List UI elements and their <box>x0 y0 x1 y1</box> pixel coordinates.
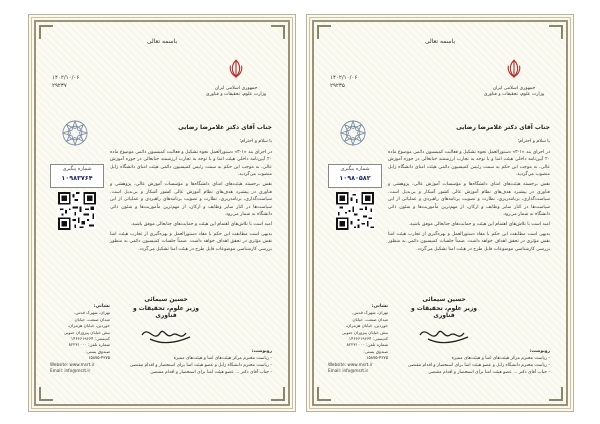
address-heading: نشانی: <box>93 304 110 309</box>
carbon-copy-list <box>116 348 272 376</box>
decorative-frame <box>34 20 290 406</box>
cc-item: - ریاست محترم مرکز هیئت‌های امنا و هیئت‌های ممیزه <box>451 356 550 361</box>
basmala-heading: باسمه تعالی <box>424 38 456 45</box>
address-line: خوردین، خیابان هرمزان، <box>67 323 110 329</box>
signature-scribble <box>414 321 474 347</box>
cc-title: رونوشت: <box>529 349 550 354</box>
address-line: خوردین، خیابان هرمزان، <box>345 323 388 329</box>
tracking-number: ۱۰۹۸۰۵۸۲ <box>339 174 371 182</box>
salutation: با سلام و احترام؛ <box>239 139 272 144</box>
tracking-label: شماره پیگیری <box>62 166 92 172</box>
address-line: کدپستی: ۱۴۶۶۶۱۹۶۶۴ <box>70 336 110 342</box>
cc-item: - ریاست محترم دانشگاه زابل و عضو هیئت امنا برای استحضار و اقدام مقتضی <box>407 363 550 368</box>
body-paragraph: امید است با تلاش‌های اهتمام این هیئت و حمایت‌های جنابعالی موفق باشید. <box>130 221 272 227</box>
address-line: ۱۵۸۷۵-۴۳۷۵ <box>366 355 388 361</box>
letter-body <box>388 138 550 255</box>
signer-title: وزیر علوم، تحقیقات و فناوری <box>410 305 478 319</box>
letter-body <box>110 138 272 255</box>
ministry-name-line: وزارت علوم، تحقیقات و فناوری <box>205 92 267 97</box>
signature-block <box>404 296 484 351</box>
address-block <box>50 304 110 374</box>
reference-block <box>330 74 384 90</box>
body-paragraph: در اجرای بند «۱-۳» دستورالعمل نحوه تشکیل و فعالیت کمیسیون دائمی موضوع ماده ۲۰ آیین‌نامه داخلی هیئت امنا و با توجه به تجارب ارزشمند جنابعالی در حوزه آموزش عالی، به موجب این حکم به سمت رئیس کمیسیون دائمی هیئت امنای دانشگاه زابل منصوب می‌گردید. <box>110 149 272 178</box>
cc-item: - ریاست محترم مرکز هیئت‌های امنا و هیئت‌های ممیزه <box>173 356 272 361</box>
cc-item: - جناب آقای دکتر ... عضو هیئت امنا برای استحضار و اقدام مقتضی <box>428 370 550 375</box>
signer-title: وزیر علوم، تحقیقات و فناوری <box>132 305 200 319</box>
address-heading: نشانی: <box>371 304 388 309</box>
address-line: میدان صنعت، خیابان <box>74 316 110 322</box>
rosette-ornament-icon <box>60 118 90 148</box>
address-block <box>328 304 388 374</box>
document-sheet-right <box>306 14 574 412</box>
body-paragraph: نقش برجسته هیئت‌های امنای دانشگاه‌ها و مؤسسات آموزش عالی، پژوهشی و فناوری در پیشبرد هدف‌های نظام آموزش عالی کشور آشکار و بی‌بدیل است. سیاست‌گذاری، برنامه‌ریزی، نظارت و تصویب برنامه‌های راهبردی و عملیاتی از این سیاست‌ها در کنار سایر وظایف و ارکان، از مهم‌ترین مأموریت‌ها و شئون ذاتی دانشگاه به شمار می‌رود. <box>110 181 272 218</box>
address-line: صندوق پستی: <box>363 348 388 354</box>
address-line: نبش خیابان پیروزان جنوبی <box>341 329 388 335</box>
basmala-heading: باسمه تعالی <box>146 38 178 45</box>
tracking-number: ۱۰۹۸۳۷۶۴ <box>61 174 93 182</box>
address-line: تهران، شهرک قدس، <box>74 310 110 316</box>
cc-title: رونوشت: <box>251 349 272 354</box>
email-link[interactable]: Email: info@msrt.ir <box>328 368 369 374</box>
ministry-name-line: وزارت علوم، تحقیقات و فناوری <box>483 92 545 97</box>
tracking-label: شماره پیگیری <box>340 166 370 172</box>
address-line: نبش خیابان پیروزان جنوبی <box>63 329 110 335</box>
ministry-name-line: جمهوری اسلامی ایران <box>214 86 258 91</box>
body-paragraph: در اجرای بند «۱-۳» دستورالعمل نحوه تشکیل و فعالیت کمیسیون دائمی موضوع ماده ۲۰ آیین‌نامه داخلی هیئت امنا و با توجه به تجارب ارزشمند جنابعالی در حوزه آموزش عالی، به موجب این حکم به سمت رئیس کمیسیون دائمی هیئت امنای دانشگاه زابل منصوب می‌گردید. <box>388 149 550 178</box>
body-paragraph: نقش برجسته هیئت‌های امنای دانشگاه‌ها و مؤسسات آموزش عالی، پژوهشی و فناوری در پیشبرد هدف‌های نظام آموزش عالی کشور آشکار و بی‌بدیل است. سیاست‌گذاری، برنامه‌ریزی، نظارت و تصویب برنامه‌های راهبردی و عملیاتی از این سیاست‌ها در کنار سایر وظایف و ارکان، از مهم‌ترین مأموریت‌ها و شئون ذاتی دانشگاه به شمار می‌رود. <box>388 181 550 218</box>
letter-number-value: ۲۹۲۳۵ <box>330 83 345 89</box>
carbon-copy-list <box>394 348 550 376</box>
qr-code-icon <box>58 192 96 230</box>
tracking-number-box <box>328 164 382 188</box>
address-line: شماره تلفن: ۸۲۲۳۱۰۰۰ <box>68 342 110 348</box>
body-paragraph: امید است با تلاش‌های اهتمام این هیئت و حمایت‌های جنابعالی موفق باشید. <box>408 221 550 227</box>
website-link[interactable]: Website: www.msrt.ir <box>328 361 373 367</box>
cc-item: - جناب آقای دکتر ... عضو هیئت امنا برای استحضار و اقدام مقتضی <box>150 370 272 375</box>
reference-block <box>52 74 106 90</box>
address-line: کدپستی: ۱۴۶۶۶۱۹۶۶۴ <box>348 336 388 342</box>
ministry-header <box>478 58 550 98</box>
emblem-icon <box>225 58 247 80</box>
recipient-line: جناب آقای دکتر غلامرضا رضایی <box>456 124 550 131</box>
signature-block <box>126 296 206 351</box>
body-paragraph: بدیهی است مطابقت این حکم با مفاد دستورالعمل و بهره‌گیری از تجارب هیئت امنا نقش مؤثری در تحقق اهداف خواهد داشت. ضمناً جلسات کمیسیون دائمی به منظور بررسی کارشناسی موضوعات قابل طرح در هیئت امنا تشکیل می‌گردد. <box>110 231 272 252</box>
body-paragraph: بدیهی است مطابقت این حکم با مفاد دستورالعمل و بهره‌گیری از تجارب هیئت امنا نقش مؤثری در تحقق اهداف خواهد داشت. ضمناً جلسات کمیسیون دائمی به منظور بررسی کارشناسی موضوعات قابل طرح در هیئت امنا تشکیل می‌گردد. <box>388 231 550 252</box>
decorative-frame <box>312 20 568 406</box>
cc-item: - ریاست محترم دانشگاه زابل و عضو هیئت امنا برای استحضار و اقدام مقتضی <box>129 363 272 368</box>
address-line: میدان صنعت، خیابان <box>352 316 388 322</box>
address-line: صندوق پستی: <box>85 348 110 354</box>
website-link[interactable]: Website: www.msrt.ir <box>50 361 95 367</box>
letter-number-value: ۲۹۲۳۷ <box>52 83 67 89</box>
signer-name: حسین سیمائی <box>144 296 188 303</box>
date-value: ۱۴۰۲/۱۰/۰۶ <box>52 75 80 81</box>
signature-scribble <box>136 321 196 347</box>
qr-code-icon <box>336 192 374 230</box>
salutation: با سلام و احترام؛ <box>517 139 550 144</box>
email-link[interactable]: Email: info@msrt.ir <box>50 368 91 374</box>
date-value: ۱۴۰۲/۱۰/۰۶ <box>330 75 358 81</box>
document-sheet-left <box>28 14 296 412</box>
rosette-ornament-icon <box>338 118 368 148</box>
emblem-icon <box>503 58 525 80</box>
ministry-header <box>200 58 272 98</box>
signer-name: حسین سیمائی <box>422 296 466 303</box>
address-line: ۱۵۸۷۵-۴۳۷۵ <box>88 355 110 361</box>
address-line: تهران، شهرک قدس، <box>352 310 388 316</box>
recipient-line: جناب آقای دکتر غلامرضا رضایی <box>178 124 272 131</box>
tracking-number-box <box>50 164 104 188</box>
address-line: شماره تلفن: ۸۲۲۳۱۰۰۰ <box>346 342 388 348</box>
ministry-name-line: جمهوری اسلامی ایران <box>492 86 536 91</box>
